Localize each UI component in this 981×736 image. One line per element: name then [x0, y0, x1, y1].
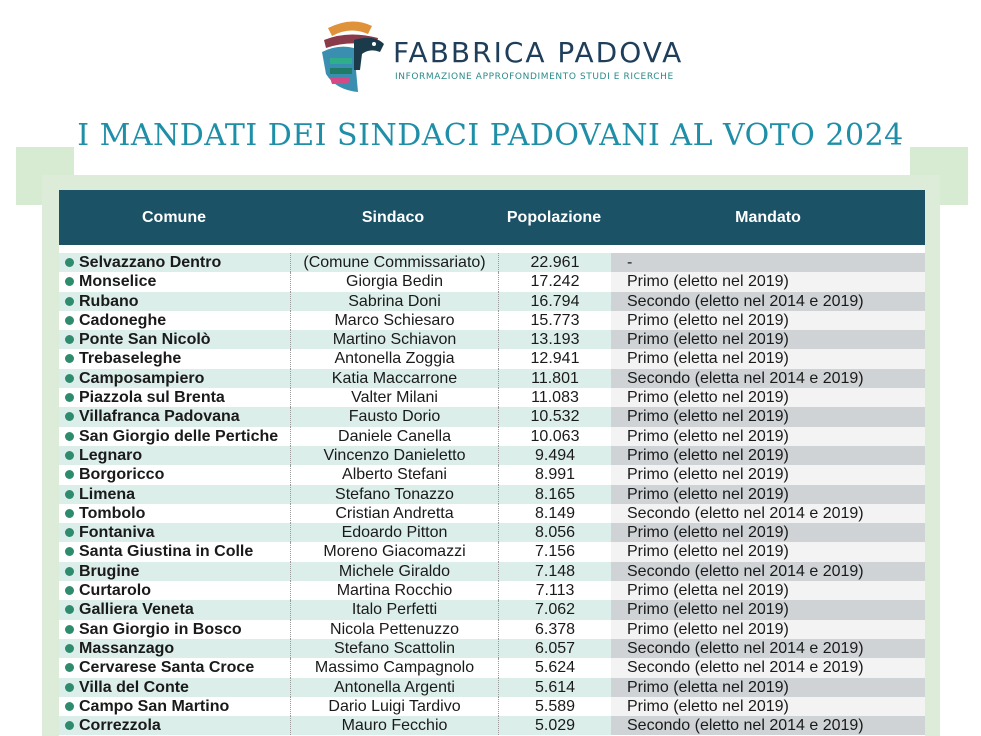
cell-popolazione-text: 11.801 — [531, 369, 579, 387]
cell-mandato — [611, 349, 925, 368]
cell-comune-text: Borgoricco — [79, 466, 165, 484]
cell-mandato-text: Primo (eletto nel 2019) — [627, 427, 789, 445]
table-row — [59, 639, 925, 658]
cell-mandato-text: Primo (eletta nel 2019) — [627, 350, 789, 368]
cell-sindaco — [290, 581, 498, 600]
bullet-icon — [65, 470, 74, 479]
cell-comune — [59, 388, 290, 407]
cell-popolazione — [498, 697, 611, 716]
cell-popolazione-text: 16.794 — [530, 292, 580, 310]
bullet-icon — [65, 644, 74, 653]
cell-mandato — [611, 485, 925, 504]
cell-popolazione — [498, 311, 611, 330]
cell-mandato-text: Primo (eletta nel 2019) — [627, 582, 789, 600]
cell-comune — [59, 272, 290, 291]
cell-comune — [59, 658, 290, 677]
cell-popolazione — [498, 446, 611, 465]
cell-mandato-text: Secondo (eletto nel 2014 e 2019) — [627, 292, 864, 310]
cell-popolazione-text: 7.156 — [534, 543, 576, 561]
cell-popolazione-text: 6.378 — [534, 620, 576, 638]
cell-sindaco — [290, 292, 498, 311]
cell-sindaco — [290, 562, 498, 581]
cell-comune — [59, 562, 290, 581]
bullet-icon — [65, 316, 74, 325]
bullet-icon — [65, 258, 74, 267]
cell-comune — [59, 253, 290, 272]
cell-sindaco — [290, 272, 498, 291]
cell-comune-text: Trebaseleghe — [79, 350, 182, 368]
cell-mandato-text: Secondo (eletto nel 2014 e 2019) — [627, 717, 864, 735]
cell-sindaco-text: Cristian Andretta — [335, 504, 454, 522]
table-row — [59, 427, 925, 446]
cell-popolazione — [498, 639, 611, 658]
cell-mandato-text: Primo (eletto nel 2019) — [627, 601, 789, 619]
cell-popolazione — [498, 292, 611, 311]
cell-sindaco — [290, 465, 498, 484]
cell-comune-text: Limena — [79, 485, 136, 503]
cell-mandato — [611, 658, 925, 677]
cell-popolazione — [498, 600, 611, 619]
cell-comune — [59, 446, 290, 465]
cell-mandato-text: Primo (eletto nel 2019) — [627, 466, 789, 484]
cell-sindaco-text: Moreno Giacomazzi — [323, 543, 466, 561]
table-row — [59, 407, 925, 426]
cell-comune — [59, 716, 290, 735]
cell-popolazione — [498, 523, 611, 542]
cell-sindaco-text: Massimo Campagnolo — [314, 659, 475, 677]
cell-mandato-text: Primo (eletto nel 2019) — [627, 697, 789, 715]
cell-popolazione-text: 15.773 — [530, 311, 580, 329]
cell-sindaco — [290, 600, 498, 619]
cell-popolazione — [498, 562, 611, 581]
cell-popolazione — [498, 272, 611, 291]
table-row — [59, 523, 925, 542]
cell-comune-text: Monselice — [79, 273, 157, 291]
cell-popolazione-text: 8.056 — [534, 524, 576, 542]
cell-sindaco — [290, 311, 498, 330]
cell-mandato-text: Primo (eletto nel 2019) — [627, 389, 789, 407]
cell-popolazione-text: 5.614 — [534, 678, 576, 696]
cell-mandato — [611, 369, 925, 388]
cell-sindaco — [290, 253, 498, 272]
table-row — [59, 562, 925, 581]
cell-comune-text: Camposampiero — [79, 369, 205, 387]
cell-comune — [59, 292, 290, 311]
cell-sindaco — [290, 504, 498, 523]
brand-tagline: INFORMAZIONE APPROFONDIMENTO STUDI E RICERCHE — [395, 72, 674, 82]
cell-sindaco-text: Antonella Argenti — [334, 678, 455, 696]
cell-popolazione-text: 12.941 — [530, 350, 580, 368]
mandates-table — [59, 190, 925, 736]
cell-mandato-text: Primo (eletto nel 2019) — [627, 311, 789, 329]
bullet-icon — [65, 547, 74, 556]
cell-sindaco-text: Stefano Scattolin — [334, 639, 455, 657]
cell-sindaco-text: Martino Schiavon — [332, 331, 457, 349]
cell-comune — [59, 697, 290, 716]
cell-popolazione — [498, 485, 611, 504]
bullet-icon — [65, 509, 74, 518]
cell-mandato — [611, 542, 925, 561]
cell-mandato-text: Secondo (eletto nel 2014 e 2019) — [627, 639, 864, 657]
bullet-icon — [65, 277, 74, 286]
cell-sindaco-text: Fausto Dorio — [348, 408, 441, 426]
cell-sindaco — [290, 523, 498, 542]
cell-mandato — [611, 330, 925, 349]
cell-mandato — [611, 504, 925, 523]
cell-mandato — [611, 716, 925, 735]
cell-popolazione — [498, 581, 611, 600]
cell-mandato — [611, 465, 925, 484]
cell-popolazione — [498, 369, 611, 388]
table-row — [59, 311, 925, 330]
cell-sindaco-text: Dario Luigi Tardivo — [328, 697, 461, 715]
cell-comune — [59, 504, 290, 523]
cell-popolazione — [498, 620, 611, 639]
cell-comune — [59, 407, 290, 426]
table-body — [59, 253, 925, 735]
cell-mandato-text: Secondo (eletto nel 2014 e 2019) — [627, 659, 864, 677]
cell-mandato-text: Secondo (eletto nel 2014 e 2019) — [627, 504, 864, 522]
cell-comune-text: Massanzago — [79, 639, 175, 657]
cell-sindaco — [290, 658, 498, 677]
cell-popolazione-text: 17.242 — [530, 273, 580, 291]
cell-sindaco — [290, 427, 498, 446]
cell-mandato-text: Secondo (eletto nel 2014 e 2019) — [627, 562, 864, 580]
cell-popolazione-text: 7.113 — [535, 582, 575, 600]
bullet-icon — [65, 567, 74, 576]
cell-popolazione — [498, 427, 611, 446]
cell-comune-text: Ponte San Nicolò — [79, 331, 211, 349]
cell-sindaco-text: Stefano Tonazzo — [335, 485, 454, 503]
cell-mandato — [611, 446, 925, 465]
bullet-icon — [65, 451, 74, 460]
cell-popolazione-text: 5.624 — [534, 659, 576, 677]
cell-comune-text: Legnaro — [79, 446, 143, 464]
table-row — [59, 600, 925, 619]
cell-comune — [59, 465, 290, 484]
cell-comune-text: Santa Giustina in Colle — [79, 543, 254, 561]
fabbrica-padova-logo-icon — [318, 14, 386, 100]
cell-sindaco — [290, 639, 498, 658]
cell-popolazione — [498, 388, 611, 407]
cell-comune — [59, 542, 290, 561]
cell-popolazione — [498, 407, 611, 426]
cell-sindaco — [290, 485, 498, 504]
bullet-icon — [65, 374, 74, 383]
cell-mandato — [611, 697, 925, 716]
cell-popolazione — [498, 716, 611, 735]
cell-comune — [59, 311, 290, 330]
cell-mandato — [611, 678, 925, 697]
cell-sindaco — [290, 620, 498, 639]
cell-comune-text: Piazzola sul Brenta — [79, 389, 225, 407]
bullet-icon — [65, 683, 74, 692]
bullet-icon — [65, 702, 74, 711]
bullet-icon — [65, 528, 74, 537]
column-header-mandato: Mandato — [735, 209, 801, 226]
table-row — [59, 388, 925, 407]
cell-comune — [59, 600, 290, 619]
cell-mandato — [611, 600, 925, 619]
cell-mandato — [611, 311, 925, 330]
table-row — [59, 446, 925, 465]
cell-popolazione-text: 13.193 — [530, 331, 580, 349]
table-row — [59, 542, 925, 561]
column-header-comune: Comune — [142, 209, 206, 226]
cell-mandato-text: Primo (eletto nel 2019) — [627, 485, 789, 503]
cell-mandato — [611, 620, 925, 639]
cell-comune — [59, 349, 290, 368]
table-row — [59, 581, 925, 600]
cell-mandato — [611, 272, 925, 291]
cell-popolazione — [498, 658, 611, 677]
cell-comune-text: Cervarese Santa Croce — [79, 659, 255, 677]
page-header — [0, 0, 981, 110]
column-header-sindaco: Sindaco — [361, 209, 425, 226]
cell-sindaco-text: Italo Perfetti — [351, 601, 438, 619]
cell-mandato-text: Primo (eletto nel 2019) — [627, 524, 789, 542]
cell-popolazione-text: 11.083 — [531, 389, 579, 407]
cell-popolazione-text: 5.029 — [534, 717, 576, 735]
cell-sindaco — [290, 542, 498, 561]
table-row — [59, 272, 925, 291]
cell-sindaco-text: Daniele Canella — [338, 427, 451, 445]
bullet-icon — [65, 625, 74, 634]
table-row — [59, 697, 925, 716]
cell-popolazione-text: 9.494 — [534, 446, 576, 464]
cell-sindaco-text: (Comune Commissariato) — [303, 254, 486, 271]
cell-mandato-text: Primo (eletto nel 2019) — [627, 408, 789, 426]
cell-comune-text: Curtarolo — [79, 582, 151, 600]
cell-popolazione-text: 7.062 — [534, 601, 576, 619]
cell-sindaco-text: Mauro Fecchio — [341, 717, 448, 735]
cell-popolazione — [498, 678, 611, 697]
bullet-icon — [65, 721, 74, 730]
bullet-icon — [65, 393, 74, 402]
cell-sindaco-text: Valter Milani — [351, 389, 438, 407]
cell-comune — [59, 330, 290, 349]
cell-sindaco-text: Vincenzo Danieletto — [323, 446, 466, 464]
cell-comune-text: Correzzola — [79, 717, 161, 735]
cell-mandato-text: Primo (eletto nel 2019) — [627, 620, 789, 638]
cell-popolazione-text: 10.532 — [530, 408, 580, 426]
bullet-icon — [65, 412, 74, 421]
cell-sindaco-text: Edoardo Pitton — [341, 524, 448, 542]
cell-comune — [59, 485, 290, 504]
page-title: I MANDATI DEI SINDACI PADOVANI AL VOTO 2024 — [77, 118, 904, 153]
cell-popolazione — [498, 465, 611, 484]
cell-popolazione — [498, 349, 611, 368]
cell-sindaco — [290, 349, 498, 368]
cell-sindaco-text: Michele Giraldo — [338, 562, 451, 580]
cell-mandato — [611, 427, 925, 446]
cell-mandato — [611, 562, 925, 581]
table-row — [59, 349, 925, 368]
cell-mandato-text: Secondo (eletta nel 2014 e 2019) — [627, 369, 864, 387]
cell-mandato — [611, 253, 925, 272]
cell-comune-text: Tombolo — [79, 504, 146, 522]
bullet-icon — [65, 432, 74, 441]
cell-mandato-text: Primo (eletto nel 2019) — [627, 446, 789, 464]
cell-comune-text: Villa del Conte — [79, 678, 189, 696]
cell-mandato — [611, 639, 925, 658]
cell-mandato-text: Primo (eletta nel 2019) — [627, 678, 789, 696]
table-row — [59, 658, 925, 677]
cell-sindaco-text: Giorgia Bedin — [346, 273, 443, 291]
cell-comune-text: Villafranca Padovana — [79, 408, 240, 426]
cell-comune — [59, 369, 290, 388]
cell-popolazione — [498, 504, 611, 523]
cell-comune — [59, 427, 290, 446]
table-row — [59, 369, 925, 388]
cell-mandato — [611, 292, 925, 311]
table-row — [59, 485, 925, 504]
table-row — [59, 465, 925, 484]
cell-sindaco — [290, 697, 498, 716]
cell-comune-text: San Giorgio delle Pertiche — [79, 427, 279, 445]
cell-sindaco — [290, 330, 498, 349]
cell-comune — [59, 678, 290, 697]
cell-comune-text: Fontaniva — [79, 524, 155, 542]
cell-sindaco — [290, 388, 498, 407]
cell-popolazione-text: 7.148 — [534, 562, 576, 580]
cell-sindaco — [290, 678, 498, 697]
cell-comune-text: Brugine — [79, 562, 140, 580]
cell-comune — [59, 581, 290, 600]
cell-sindaco-text: Martina Rocchio — [336, 582, 453, 600]
cell-mandato — [611, 388, 925, 407]
bullet-icon — [65, 297, 74, 306]
cell-comune-text: Campo San Martino — [79, 697, 230, 715]
bullet-icon — [65, 663, 74, 672]
table-header — [59, 190, 925, 245]
bullet-icon — [65, 354, 74, 363]
cell-sindaco — [290, 716, 498, 735]
bullet-icon — [65, 605, 74, 614]
cell-popolazione-text: 8.165 — [534, 485, 576, 503]
cell-comune — [59, 639, 290, 658]
cell-sindaco-text: Sabrina Doni — [348, 292, 441, 310]
cell-comune-text: San Giorgio in Bosco — [79, 620, 242, 638]
cell-comune — [59, 523, 290, 542]
cell-sindaco-text: Alberto Stefani — [342, 466, 447, 484]
bullet-icon — [65, 335, 74, 344]
cell-mandato-text: - — [627, 254, 633, 271]
table-row — [59, 678, 925, 697]
cell-mandato-text: Primo (eletto nel 2019) — [627, 331, 789, 349]
table-row — [59, 330, 925, 349]
table-row — [59, 292, 925, 311]
brand-name: FABBRICA PADOVA — [393, 36, 684, 69]
cell-sindaco — [290, 407, 498, 426]
cell-popolazione-text: 5.589 — [534, 697, 576, 715]
cell-popolazione — [498, 330, 611, 349]
cell-mandato — [611, 581, 925, 600]
cell-sindaco-text: Katia Maccarrone — [331, 369, 458, 387]
cell-mandato-text: Primo (eletto nel 2019) — [627, 543, 789, 561]
cell-popolazione-text: 8.149 — [534, 504, 576, 522]
cell-popolazione — [498, 253, 611, 272]
cell-sindaco-text: Nicola Pettenuzzo — [330, 620, 459, 638]
bullet-icon — [65, 490, 74, 499]
table-row — [59, 716, 925, 735]
cell-sindaco-text: Antonella Zoggia — [334, 350, 455, 368]
cell-comune-text: Galliera Veneta — [79, 601, 194, 619]
cell-popolazione-text: 6.057 — [534, 639, 576, 657]
cell-mandato — [611, 523, 925, 542]
cell-mandato-text: Primo (eletto nel 2019) — [627, 273, 789, 291]
cell-popolazione-text: 10.063 — [530, 427, 580, 445]
table-row — [59, 620, 925, 639]
table-row — [59, 504, 925, 523]
cell-comune — [59, 620, 290, 639]
cell-comune-text: Selvazzano Dentro — [79, 254, 222, 271]
cell-mandato — [611, 407, 925, 426]
bullet-icon — [65, 586, 74, 595]
cell-sindaco — [290, 369, 498, 388]
cell-sindaco — [290, 446, 498, 465]
cell-sindaco-text: Marco Schiesaro — [334, 311, 455, 329]
table-row — [59, 253, 925, 272]
cell-popolazione — [498, 542, 611, 561]
column-header-popolazione: Popolazione — [506, 209, 602, 226]
cell-comune-text: Cadoneghe — [79, 311, 167, 329]
cell-popolazione-text: 22.961 — [530, 254, 580, 271]
cell-comune-text: Rubano — [79, 292, 139, 310]
cell-popolazione-text: 8.991 — [534, 466, 576, 484]
